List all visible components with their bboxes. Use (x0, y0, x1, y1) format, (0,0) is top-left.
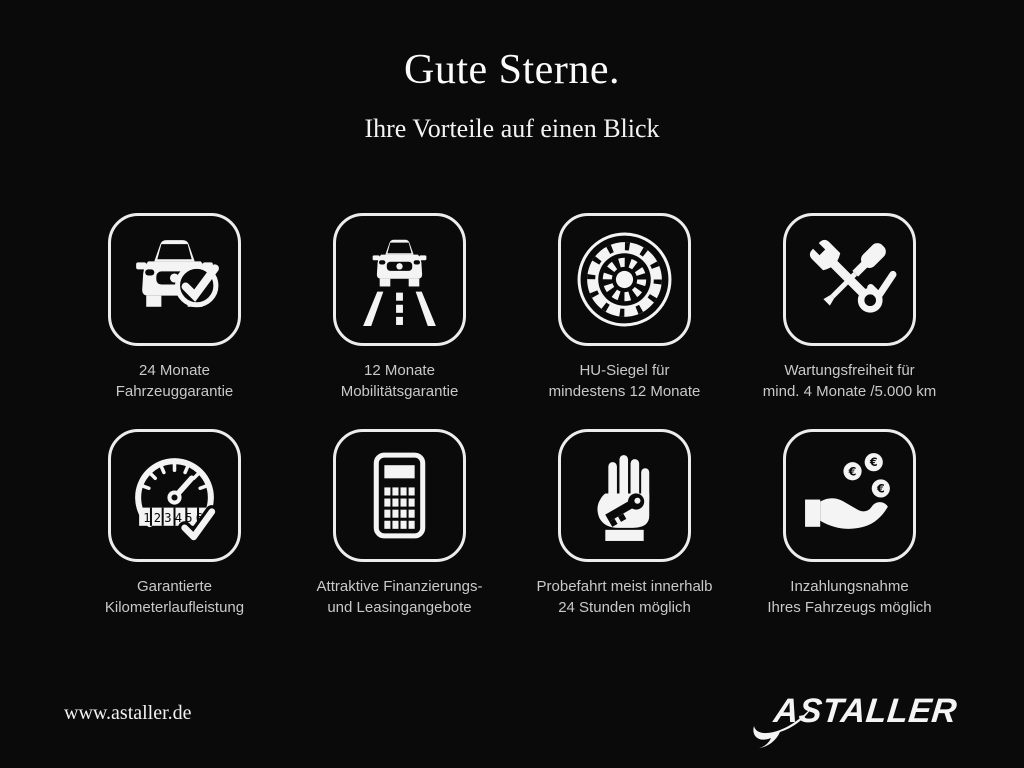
benefit-card (287, 429, 512, 618)
tools-check-icon (799, 229, 900, 330)
euro-coin-symbol: € (876, 482, 885, 496)
website-url: www.astaller.de (64, 702, 192, 724)
benefit-label: HU-Siegel für mindestens 12 Monate (548, 362, 701, 400)
benefit-card (62, 213, 287, 402)
inspection-seal-icon (574, 229, 675, 330)
car-road-icon (349, 229, 450, 330)
logo-text: ASTALLER (772, 692, 959, 730)
dealer-logo (750, 686, 960, 748)
benefit-tile (783, 429, 916, 562)
benefits-grid (62, 213, 962, 619)
benefit-card (512, 213, 737, 402)
benefit-card (287, 213, 512, 402)
page-subtitle: Ihre Vorteile auf einen Blick (364, 114, 660, 143)
benefit-tile (783, 213, 916, 346)
calculator-icon (349, 445, 450, 546)
benefit-label: 24 Monate Fahrzeuggarantie (115, 362, 234, 400)
benefit-tile (108, 213, 241, 346)
benefit-tile (333, 429, 466, 562)
benefit-label: 12 Monate Mobilitätsgarantie (340, 362, 459, 400)
benefit-label: Probefahrt meist innerhalb 24 Stunden möglich (536, 578, 713, 617)
benefit-label: Garantierte Kilometerlaufleistung (104, 578, 245, 617)
euro-coin-symbol: € (869, 456, 878, 470)
speedometer-icon (124, 445, 225, 546)
benefit-label: Wartungsfreiheit für mind. 4 Monate /5.000 km (762, 362, 937, 400)
benefit-card (737, 429, 962, 618)
benefit-card (512, 429, 737, 618)
benefit-tile (108, 429, 241, 562)
odometer-digits: 123456 (143, 511, 207, 526)
benefit-card (62, 429, 287, 618)
benefit-card (737, 213, 962, 402)
hand-coins-icon (799, 445, 900, 546)
benefit-label: Attraktive Finanzierungs- und Leasingangebote (316, 578, 483, 617)
benefit-tile (558, 213, 691, 346)
benefit-tile (558, 429, 691, 562)
page-title: Gute Sterne. (404, 47, 620, 93)
benefit-label: Inzahlungsnahme Ihres Fahrzeugs möglich (767, 578, 932, 617)
car-check-icon (124, 229, 225, 330)
euro-coin-symbol: € (848, 465, 857, 479)
benefit-tile (333, 213, 466, 346)
hand-key-icon (574, 445, 675, 546)
